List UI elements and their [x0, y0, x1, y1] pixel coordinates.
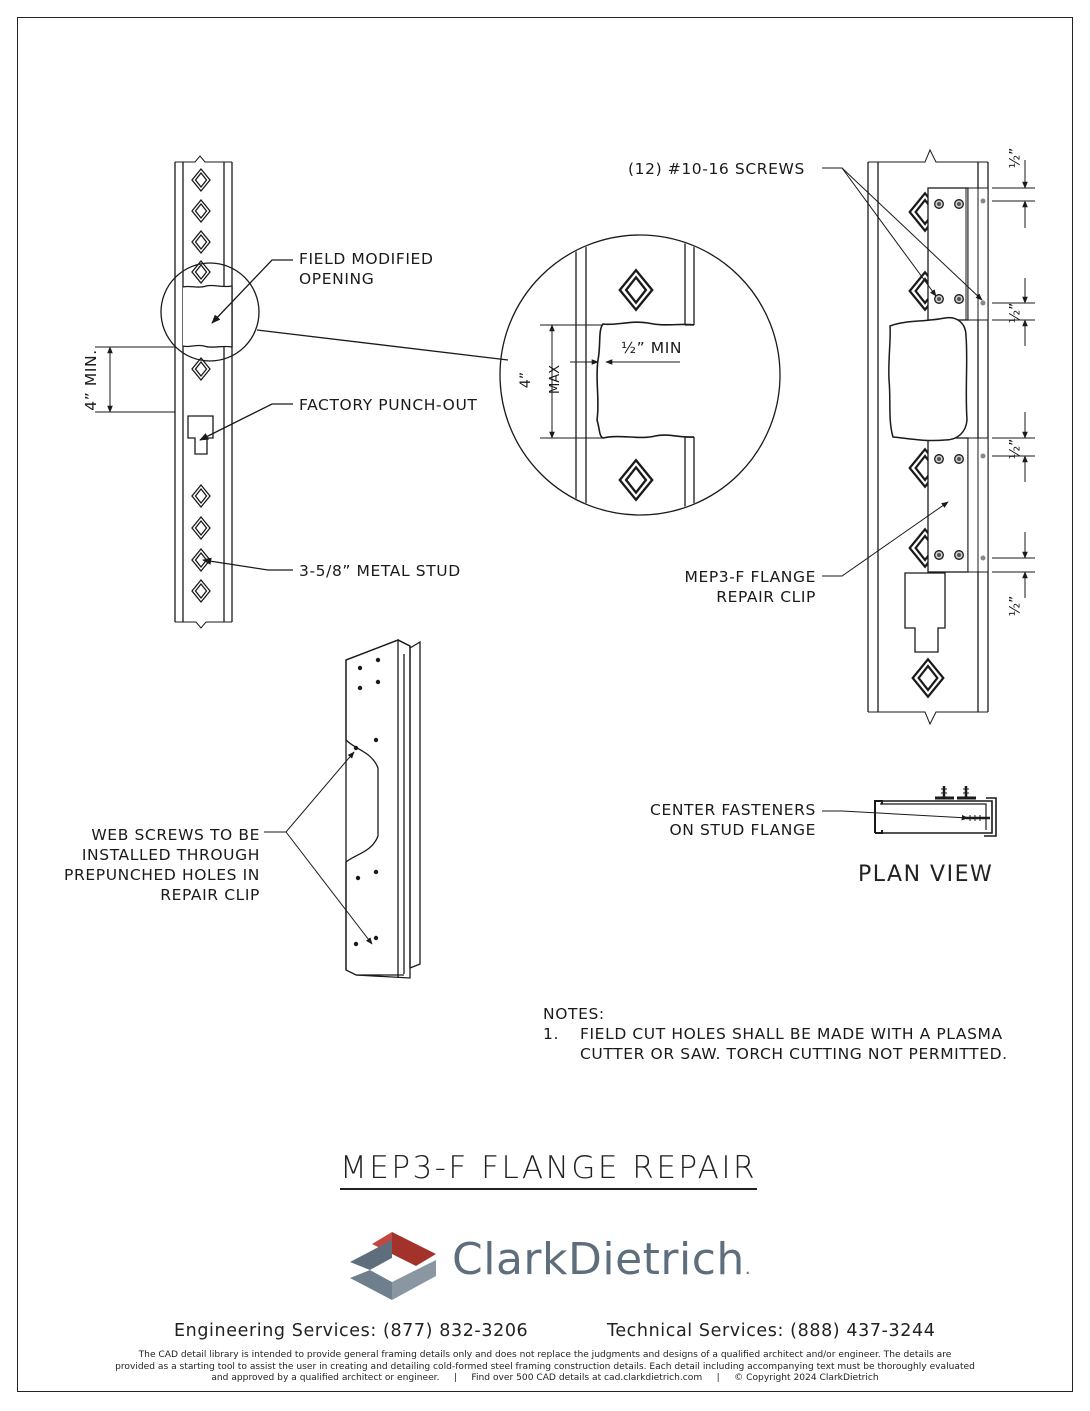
right-stud-repair: [822, 147, 1035, 724]
repair-clip-label-1: MEP3-F FLANGE: [684, 568, 816, 586]
web-screws-label-4: REPAIR CLIP: [160, 886, 260, 904]
half-min-dimension: ½” MIN: [621, 339, 683, 357]
center-fasteners-label-1: CENTER FASTENERS: [650, 801, 816, 819]
field-modified-opening-label-2: OPENING: [299, 270, 375, 288]
brand-wordmark: [452, 1234, 751, 1285]
clarkdietrich-logo-mark: [350, 1232, 436, 1300]
four-max-dimension-word: MAX: [548, 364, 564, 395]
field-modified-opening-label-1: FIELD MODIFIED: [299, 250, 434, 268]
disclaimer: [30, 1350, 1060, 1385]
half-dim-3: ½”: [1007, 438, 1024, 460]
drawing-title: MEP3-F FLANGE REPAIR: [340, 1150, 757, 1190]
disclaimer-line-2: provided as a starting tool to assist the user in creating and detailing cold-formed steel framing construction details. Each detail including accompanying text must be thoroughly evaluated: [115, 1361, 975, 1372]
engineering-services: Engineering Services: (877) 832-3206: [174, 1321, 529, 1341]
metal-stud-label: 3-5/8” METAL STUD: [299, 562, 461, 580]
left-stud-elevation: [95, 156, 508, 628]
technical-services: Technical Services: (888) 437-3244: [607, 1321, 936, 1341]
notes-heading: NOTES:: [543, 1005, 605, 1023]
note-1-line-1: FIELD CUT HOLES SHALL BE MADE WITH A PLASMA: [580, 1025, 1003, 1043]
web-screws-label-3: PREPUNCHED HOLES IN: [64, 866, 260, 884]
plan-view: [822, 786, 996, 836]
note-1-line-2: CUTTER OR SAW. TORCH CUTTING NOT PERMITTED.: [580, 1045, 1008, 1063]
half-dim-4: ½”: [1007, 595, 1024, 617]
repair-clip-label-2: REPAIR CLIP: [716, 588, 816, 606]
half-dim-1: ½”: [1007, 147, 1024, 169]
note-1-number: 1.: [543, 1025, 559, 1043]
web-screws-label-1: WEB SCREWS TO BE: [91, 826, 260, 844]
four-max-dimension-number: 4”: [518, 371, 535, 389]
brand-name: ClarkDietrich: [452, 1234, 745, 1285]
brand-suffix: .: [744, 1258, 752, 1279]
four-min-dimension: 4” MIN.: [81, 349, 100, 411]
center-fasteners-label-2: ON STUD FLANGE: [669, 821, 816, 839]
half-dim-2: ½”: [1007, 302, 1024, 324]
factory-punch-out-label: FACTORY PUNCH-OUT: [299, 396, 478, 414]
screws-label: (12) #10-16 SCREWS: [628, 160, 805, 178]
enlarged-detail: [500, 230, 780, 520]
repair-clip-isometric: [264, 640, 420, 978]
disclaimer-line-1: The CAD detail library is intended to provide general framing details only and does not replace the judgments and designs of a qualified architect and/or engineer. The details are: [138, 1350, 952, 1360]
disclaimer-line-3: and approved by a qualified architect or engineer. | Find over 500 CAD details at cad.clarkdietrich.com | © Copyright 2024 ClarkDietrich: [211, 1373, 879, 1383]
plan-view-label: PLAN VIEW: [858, 862, 994, 887]
web-screws-label-2: INSTALLED THROUGH: [81, 846, 260, 864]
